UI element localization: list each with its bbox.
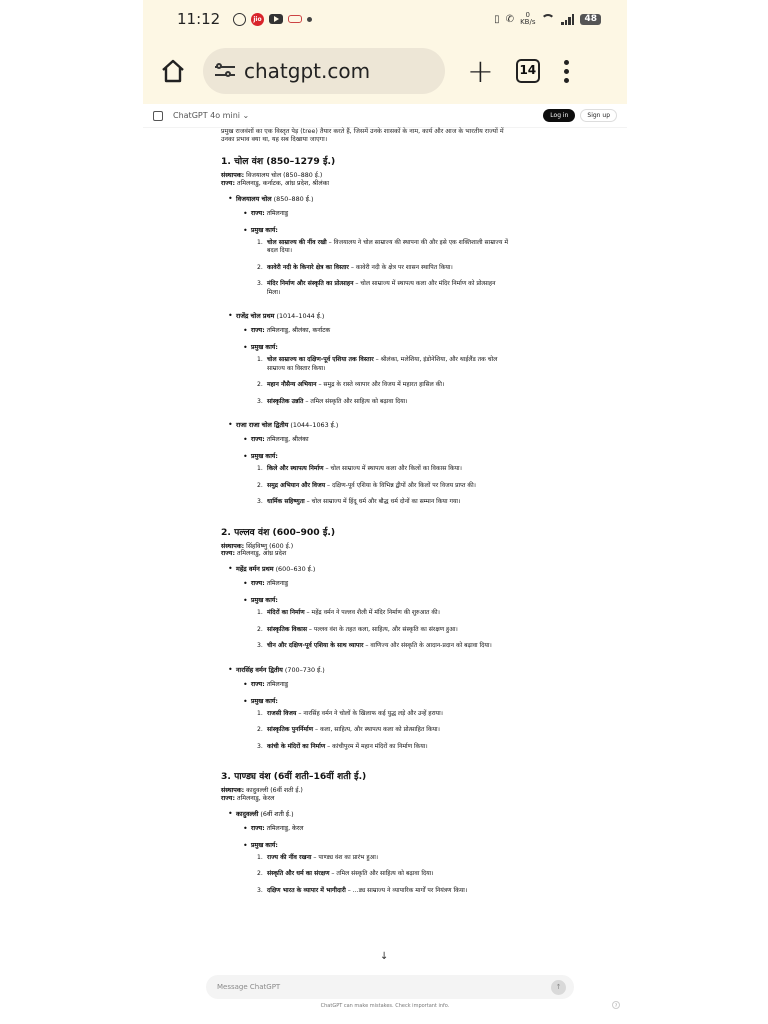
signal-icon bbox=[561, 14, 574, 25]
work-desc: – तमिल संस्कृति और साहित्य को बढ़ावा दिया। bbox=[329, 870, 434, 878]
work-title: महान नौसैन्य अभियान bbox=[267, 381, 317, 389]
work-item bbox=[257, 381, 567, 398]
login-button[interactable]: Log in bbox=[543, 109, 575, 122]
whatsapp-icon bbox=[233, 13, 246, 26]
work-desc: – श्रीलंका, मलेशिया, इंडोनेशिया, और थाईलैंड तक चोल bbox=[373, 356, 498, 364]
work-title: संस्कृति और धर्म का संरक्षण bbox=[267, 870, 330, 878]
ruler-name: नारसिंह वर्मन द्वितीय bbox=[236, 665, 283, 674]
ruler-years: (6वीं शती ई.) bbox=[258, 809, 294, 818]
browser-toolbar bbox=[143, 38, 627, 104]
work-title: मंदिर निर्माण और संस्कृति का प्रोत्साहन bbox=[267, 280, 354, 288]
states-line bbox=[221, 550, 567, 558]
states-value: तमिलनाडु, आंध्र प्रदेश bbox=[234, 550, 287, 558]
battery-icon: 48 bbox=[580, 14, 601, 25]
dynasty-heading: 1. चोल वंश (850–1279 ई.) bbox=[221, 156, 336, 167]
dynasty-heading: 3. पाण्ड्य वंश (6वीं शती–16वीं शती ई.) bbox=[221, 771, 367, 783]
work-item bbox=[257, 642, 567, 659]
work-number: 3. bbox=[257, 642, 263, 650]
states-value: तमिलनाडु, केरल bbox=[234, 794, 275, 802]
ruler-name: राजेंद्र चोल प्रथम bbox=[236, 312, 275, 321]
disclaimer: ChatGPT can make mistakes. Check important info. bbox=[320, 1003, 450, 1009]
clock: 11:12 bbox=[177, 10, 221, 28]
ruler-state bbox=[251, 431, 567, 448]
work-title: मंदिरों का निर्माण bbox=[267, 609, 305, 617]
ruler-state-value: तमिलनाडु bbox=[264, 680, 289, 688]
ruler-state bbox=[251, 820, 567, 837]
work-item bbox=[257, 238, 567, 264]
works-label: प्रमुख कार्य: bbox=[251, 226, 278, 234]
work-desc: – कावेरी नदी के क्षेत्र पर शासन स्थापित किया। bbox=[348, 263, 453, 271]
message-composer[interactable] bbox=[206, 975, 574, 999]
work-desc-cont: मिला। bbox=[267, 288, 281, 296]
ruler-state-value: तमिलनाडु bbox=[264, 209, 289, 217]
work-number: 1. bbox=[257, 465, 263, 473]
car-icon bbox=[288, 15, 302, 23]
work-desc: – दक्षिण-पूर्व एशिया के विभिन्न द्वीपों और किलों पर विजय प्राप्त की। bbox=[325, 481, 476, 489]
wifi-icon bbox=[541, 14, 555, 24]
work-item bbox=[257, 886, 567, 904]
work-item bbox=[257, 742, 567, 760]
ruler-name: राजा राजा चोल द्वितीय bbox=[236, 421, 289, 430]
states-line bbox=[221, 795, 567, 803]
work-desc: – चोल साम्राज्य में स्थापत्य कला और किलों का विकास किया। bbox=[323, 465, 462, 473]
work-desc: – नारसिंह वर्मन ने चोलों के खिलाफ कई युद्ध लड़े और उन्हें हराया। bbox=[296, 709, 443, 717]
call-icon: ✆ bbox=[505, 13, 515, 25]
work-title: सांस्कृतिक विकास bbox=[267, 625, 307, 633]
work-title: समुद्र अभियान और विजय bbox=[267, 481, 326, 489]
address-bar[interactable] bbox=[203, 48, 445, 94]
work-desc: – कला, साहित्य, और स्थापत्य कला को प्रोत्साहित किया। bbox=[313, 726, 440, 734]
youtube-icon bbox=[269, 14, 283, 24]
work-item bbox=[257, 465, 567, 482]
work-item bbox=[257, 609, 567, 626]
work-desc: – तमिल संस्कृति और साहित्य को बढ़ावा दिया। bbox=[303, 397, 408, 405]
net-speed: 0 KB/s bbox=[520, 11, 536, 26]
work-title: सांस्कृतिक पुनर्निर्माण bbox=[267, 726, 314, 734]
work-item bbox=[257, 356, 567, 381]
states-line bbox=[221, 180, 567, 188]
work-title: किले और स्थापत्य निर्माण bbox=[267, 465, 324, 473]
founder-label: संस्थापक: bbox=[221, 172, 245, 179]
work-title: दक्षिण भारत के व्यापार में भागीदारी bbox=[267, 886, 346, 894]
more-notifications-icon bbox=[307, 17, 312, 22]
work-title: सांस्कृतिक उन्नति bbox=[267, 397, 304, 405]
ruler-years: (600–630 ई.) bbox=[273, 565, 316, 574]
work-number: 1. bbox=[257, 238, 263, 246]
works-label: प्रमुख कार्य: bbox=[251, 841, 278, 849]
work-number: 3. bbox=[257, 742, 263, 750]
scroll-down-icon[interactable]: ↓ bbox=[380, 951, 389, 962]
work-title: कावेरी नदी के किनारे क्षेत्र का विस्तार bbox=[267, 263, 349, 271]
work-desc: – चोल साम्राज्य में हिंदू धर्म और बौद्ध धर्म दोनों का सम्मान किया गया। bbox=[304, 498, 461, 506]
status-bar bbox=[143, 0, 627, 38]
work-desc: – समुद्र के रास्ते व्यापार और विजय में महारत हासिल की। bbox=[316, 381, 445, 389]
work-number: 2. bbox=[257, 870, 263, 878]
works-label: प्रमुख कार्य: bbox=[251, 344, 278, 352]
works-label: प्रमुख कार्य: bbox=[251, 597, 278, 605]
home-button[interactable] bbox=[159, 57, 187, 85]
ruler-state-label: राज्य: bbox=[251, 680, 265, 688]
chat-header bbox=[143, 104, 627, 128]
ruler-item bbox=[236, 808, 567, 820]
send-icon[interactable]: ↑ bbox=[551, 980, 566, 995]
work-number: 2. bbox=[257, 263, 263, 271]
composer-input[interactable]: Message ChatGPT bbox=[217, 983, 281, 991]
work-number: 1. bbox=[257, 709, 263, 717]
work-item bbox=[257, 481, 567, 499]
ruler-state bbox=[251, 205, 567, 222]
more-menu-icon[interactable] bbox=[564, 60, 569, 83]
work-title: राजसी विजय bbox=[267, 709, 297, 717]
ruler-item bbox=[236, 664, 567, 676]
states-label: राज्य: bbox=[221, 550, 235, 558]
ruler-state-label: राज्य: bbox=[251, 209, 265, 217]
founder-label: संस्थापक: bbox=[221, 787, 245, 795]
work-item bbox=[257, 498, 567, 515]
work-item bbox=[257, 397, 567, 415]
tab-switcher-icon[interactable]: 14 bbox=[516, 59, 540, 83]
ruler-works-label bbox=[251, 592, 567, 609]
signup-button[interactable]: Sign up bbox=[580, 109, 617, 122]
founder-value: सिंहविष्णु (600 ई.) bbox=[244, 542, 294, 550]
ruler-works-label bbox=[251, 837, 567, 854]
ruler-name: महेंद्र वर्मन प्रथम bbox=[236, 565, 274, 574]
work-desc-cont: बदल दिया। bbox=[267, 247, 293, 255]
dynasty-list bbox=[221, 154, 567, 903]
ruler-name: कादुवल्ली bbox=[236, 809, 259, 818]
ruler-item bbox=[236, 563, 567, 575]
vibrate-icon: ▯ bbox=[494, 13, 500, 25]
home-icon bbox=[159, 57, 187, 85]
intro-line: उनका प्रभाव क्या था, यह सब दिखाया जाएगा। bbox=[221, 136, 328, 143]
work-number: 2. bbox=[257, 625, 263, 633]
founder-line bbox=[221, 172, 567, 180]
ruler-state-value: तमिलनाडु, श्रीलंका bbox=[264, 436, 309, 444]
ruler-years: (1014–1044 ई.) bbox=[274, 312, 325, 321]
work-title: कांची के मंदिरों का निर्माण bbox=[267, 742, 326, 750]
states-label: राज्य: bbox=[221, 794, 235, 802]
work-desc: – चोल साम्राज्य में स्थापत्य कला और मंदिर निर्माण को प्रोत्साहन bbox=[353, 280, 496, 288]
dynasty-heading: 2. पल्लव वंश (600–900 ई.) bbox=[221, 526, 336, 538]
work-number: 1. bbox=[257, 356, 263, 364]
work-item bbox=[257, 625, 567, 643]
works-label: प्रमुख कार्य: bbox=[251, 697, 278, 705]
work-item bbox=[257, 280, 567, 305]
ruler-state-label: राज्य: bbox=[251, 436, 265, 444]
chat-message bbox=[143, 128, 627, 913]
work-number: 1. bbox=[257, 609, 263, 617]
work-title: चोल साम्राज्य की नींव रखी bbox=[267, 238, 327, 246]
work-number: 2. bbox=[257, 481, 263, 489]
work-number: 1. bbox=[257, 853, 263, 861]
ruler-state-label: राज्य: bbox=[251, 580, 265, 588]
work-desc: – महेंद्र वर्मन ने पल्लव शैली में मंदिर निर्माण की शुरुआत की। bbox=[304, 609, 440, 617]
work-desc: – कांचीपुरम में महान मंदिरों का निर्माण किया। bbox=[325, 742, 428, 750]
work-title: चीन और दक्षिण-पूर्व एशिया के साथ व्यापार bbox=[267, 642, 364, 650]
ruler-state-label: राज्य: bbox=[251, 824, 265, 832]
work-desc-cont: साम्राज्य का विस्तार किया। bbox=[267, 364, 326, 372]
work-number: 2. bbox=[257, 381, 263, 389]
ruler-works-label bbox=[251, 339, 567, 356]
right-margin bbox=[625, 0, 768, 1024]
work-desc: – विजयालय ने चोल साम्राज्य की स्थापना की और इसे एक शक्तिशाली साम्राज्य में bbox=[326, 238, 509, 246]
work-desc: – ...ड्य साम्राज्य ने व्यापारिक मार्गों पर नियंत्रण किया। bbox=[345, 886, 468, 894]
work-item bbox=[257, 709, 567, 727]
ruler-state bbox=[251, 676, 567, 693]
work-item bbox=[257, 870, 567, 887]
intro-line: प्रमुख राजवंशों का एक विस्तृत पेड़ (tree) तैयार करते हैं, जिसमें उनके शासकों के नाम, कार्य और आज के भारतीय राज्यों में bbox=[221, 128, 504, 135]
work-item bbox=[257, 853, 567, 871]
ruler-works-label bbox=[251, 448, 567, 465]
work-desc: – पल्लव वंश के तहत कला, साहित्य, और संस्कृति का संरक्षण हुआ। bbox=[306, 625, 458, 633]
url-text[interactable]: chatgpt.com bbox=[244, 59, 371, 83]
work-number: 2. bbox=[257, 726, 263, 734]
dynasty-section bbox=[221, 769, 567, 903]
founder-line bbox=[221, 787, 567, 795]
ruler-state-label: राज्य: bbox=[251, 327, 265, 335]
work-desc: – वाणिज्य और संस्कृति के आदान-प्रदान को बढ़ावा दिया। bbox=[363, 642, 492, 650]
left-margin bbox=[0, 0, 143, 1024]
ruler-state bbox=[251, 322, 567, 339]
intro-paragraph bbox=[221, 128, 567, 144]
new-tab-icon[interactable]: + bbox=[467, 52, 494, 90]
dynasty-section bbox=[221, 525, 567, 760]
work-number: 3. bbox=[257, 498, 263, 506]
ruler-item bbox=[236, 310, 567, 322]
founder-value: कादुवल्ली (6वीं शती ई.) bbox=[244, 787, 303, 795]
work-number: 3. bbox=[257, 280, 263, 288]
work-title: राज्य की नींव रखना bbox=[267, 853, 312, 861]
founder-label: संस्थापक: bbox=[221, 542, 245, 550]
ruler-name: विजयालय चोल bbox=[236, 194, 272, 203]
phone-screen bbox=[143, 0, 627, 1024]
work-number: 3. bbox=[257, 886, 263, 894]
work-item bbox=[257, 263, 567, 281]
states-label: राज्य: bbox=[221, 179, 235, 187]
ruler-years: (700–730 ई.) bbox=[282, 665, 325, 674]
new-chat-icon[interactable] bbox=[153, 111, 163, 121]
work-number: 3. bbox=[257, 397, 263, 405]
ruler-state-value: तमिलनाडु, श्रीलंका, कर्नाटक bbox=[264, 327, 331, 335]
work-item bbox=[257, 726, 567, 743]
model-selector[interactable]: ChatGPT 4o mini ⌄ bbox=[173, 111, 250, 120]
ruler-state-value: तमिलनाडु, केरल bbox=[264, 824, 304, 832]
dynasty-section bbox=[221, 154, 567, 515]
work-title: धार्मिक सहिष्णुता bbox=[267, 498, 305, 506]
system-icons bbox=[494, 12, 601, 26]
notification-icons bbox=[233, 13, 312, 26]
ruler-state bbox=[251, 575, 567, 592]
ruler-years: (1044–1063 ई.) bbox=[288, 421, 339, 430]
works-label: प्रमुख कार्य: bbox=[251, 453, 278, 461]
ruler-item bbox=[236, 419, 567, 431]
ruler-item bbox=[236, 193, 567, 205]
jio-icon: jio bbox=[251, 13, 264, 26]
work-desc: – पाण्ड्य वंश का प्रारंभ हुआ। bbox=[311, 853, 379, 861]
ruler-works-label bbox=[251, 693, 567, 710]
ruler-works-label bbox=[251, 222, 567, 239]
work-title: चोल साम्राज्य का दक्षिण-पूर्व एशिया तक विस्तार bbox=[267, 356, 374, 364]
ruler-years: (850–880 ई.) bbox=[271, 194, 314, 203]
founder-value: विजयालय चोल (850–880 ई.) bbox=[244, 172, 323, 179]
states-value: तमिलनाडु, कर्नाटक, आंध्र प्रदेश, श्रीलंका bbox=[234, 179, 330, 187]
help-icon[interactable]: ? bbox=[612, 1001, 620, 1009]
site-settings-icon[interactable] bbox=[215, 63, 235, 79]
ruler-state-value: तमिलनाडु bbox=[264, 580, 289, 588]
